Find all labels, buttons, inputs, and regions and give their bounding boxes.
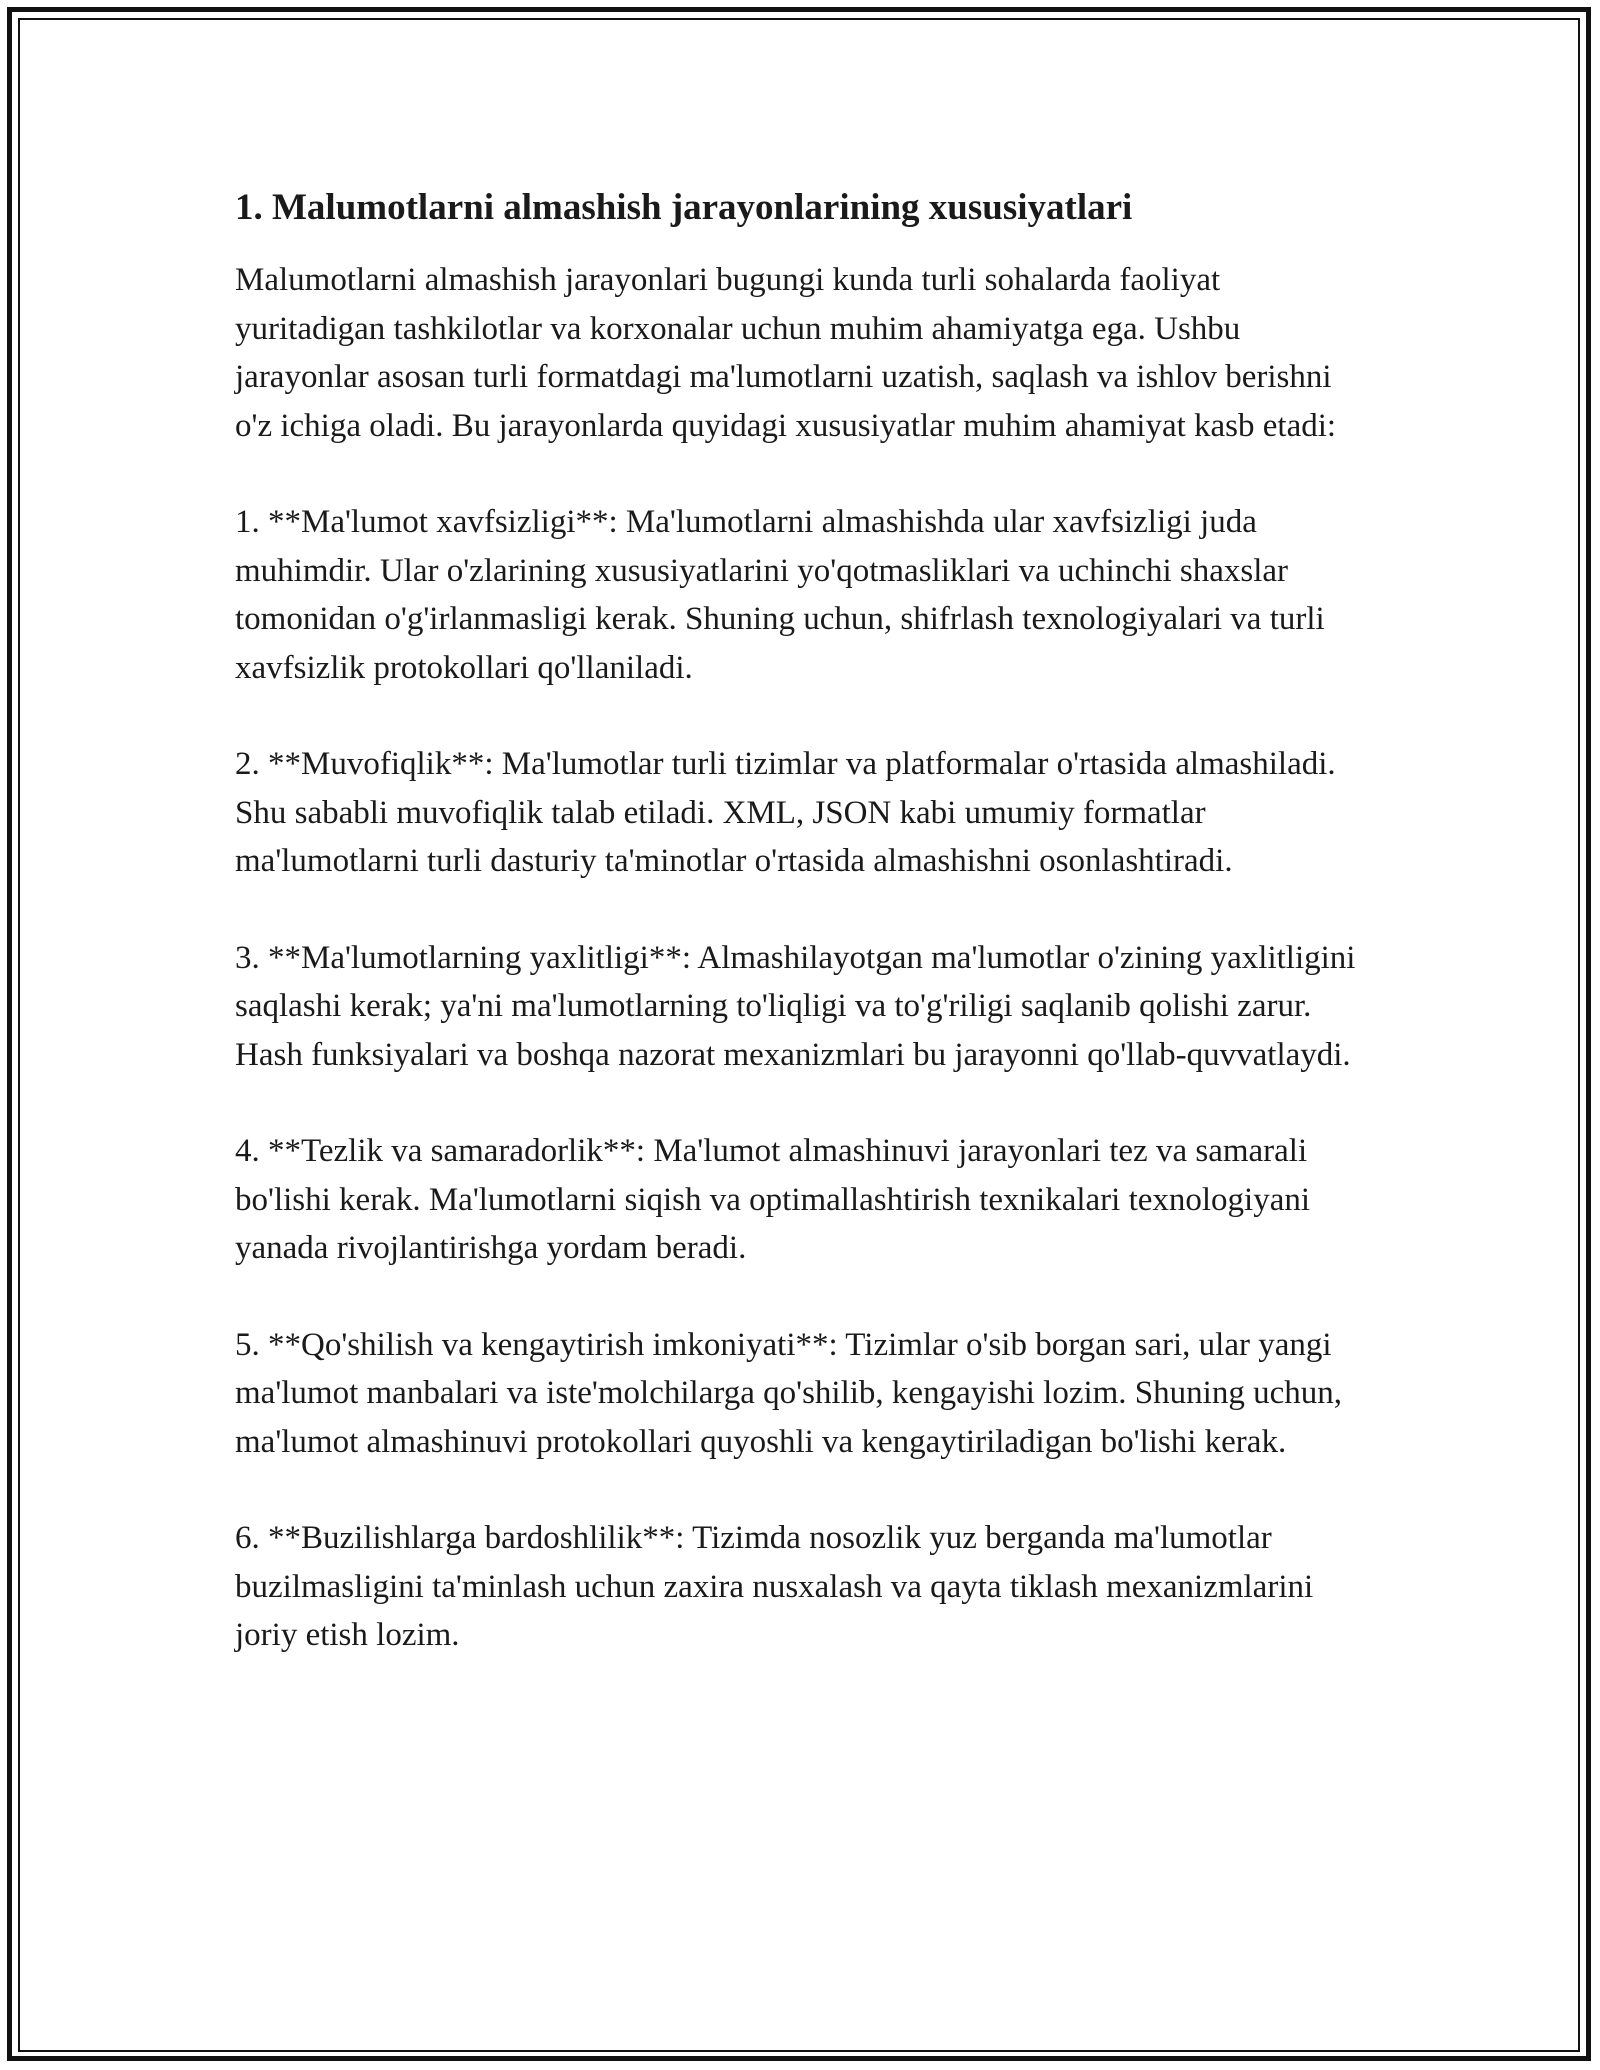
section-heading: 1. Malumotlarni almashish jarayonlarining xususiyatlari [235,187,1133,228]
list-item-scalability: 5. **Qo'shilish va kengaytirish imkoniyati**: Tizimlar o'sib borgan sari, ular yangi ma'lumot manbalari va iste'molchilarga qo'shilib, kengayishi lozim. Shuning uchun, ma'lumot almashinuvi protokollari quyoshli va kengaytiriladigan bo'lishi kerak. [235,1326,1342,1460]
list-item-data-security: 1. **Ma'lumot xavfsizligi**: Ma'lumotlarni almashishda ular xavfsizligi juda muhimdir. Ular o'zlarining xususiyatlarini yo'qotmasliklari va uchinchi shaxslar tomonidan o'g'irlanmasligi kerak. Shuning uchun, shifrlash texnologiyalari va turli xavfsizlik protokollari qo'llaniladi. [235,504,1325,686]
document-body [235,184,1375,1708]
intro-paragraph: Malumotlarni almashish jarayonlari bugungi kunda turli sohalarda faoliyat yuritadigan tashkilotlar va korxonalar uchun muhim ahamiyatga ega. Ushbu jarayonlar asosan turli formatdagi ma'lumotlarni uzatish, saqlash va ishlov berishni o'z ichiga oladi. Bu jarayonlarda quyidagi xususiyatlar muhim ahamiyat kasb etadi: [235,262,1337,444]
list-item-compatibility: 2. **Muvofiqlik**: Ma'lumotlar turli tizimlar va platformalar o'rtasida almashiladi. Shu sababli muvofiqlik talab etiladi. XML, JSON kabi umumiy formatlar ma'lumotlarni turli dasturiy ta'minotlar o'rtasida almashishni osonlashtiradi. [235,746,1336,879]
list-item-fault-tolerance: 6. **Buzilishlarga bardoshlilik**: Tizimda nosozlik yuz berganda ma'lumotlar buzilmasligini ta'minlash uchun zaxira nusxalash va qayta tiklash mexanizmlarini joriy etish lozim. [235,1520,1314,1653]
list-item-speed-efficiency: 4. **Tezlik va samaradorlik**: Ma'lumot almashinuvi jarayonlari tez va samarali bo'lishi kerak. Ma'lumotlarni siqish va optimallashtirish texnikalari texnologiyani yanada rivojlantirishga yordam beradi. [235,1133,1311,1266]
list-item-data-integrity: 3. **Ma'lumotlarning yaxlitligi**: Almashilayotgan ma'lumotlar o'zining yaxlitligini saqlashi kerak; ya'ni ma'lumotlarning to'liqligi va to'g'riligi saqlanib qolishi zarur. Hash funksiyalari va boshqa nazorat mexanizmlari bu jarayonni qo'llab-quvvatlaydi. [235,939,1356,1073]
